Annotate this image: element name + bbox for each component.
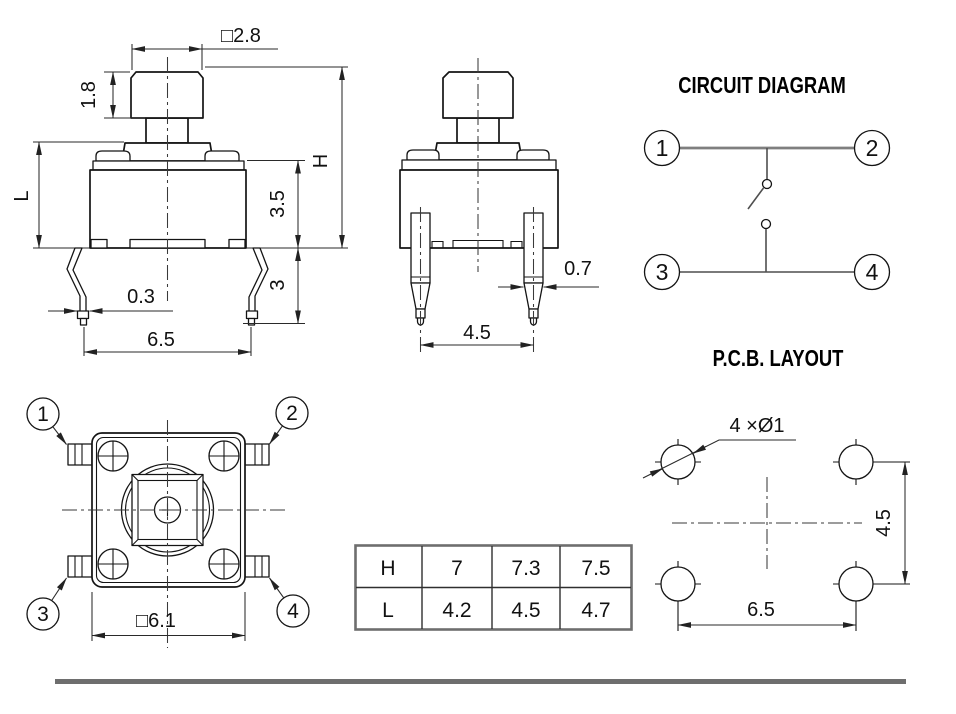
front-right-leg [249,248,268,312]
table-l-v3: 4.7 [581,599,611,622]
table-h-label: H [380,557,396,580]
terminal-2-label: 2 [865,135,879,161]
table-l-v1: 4.2 [442,599,472,622]
dim-label-button-width: □2.8 [221,25,261,47]
dim-front-leg-width [48,286,173,311]
front-left-foot [78,311,89,319]
pcb-hole-bottom-left [661,567,695,601]
callout-3-label: 3 [37,603,49,626]
dim-front-body-height [247,161,305,249]
dim-label-top-body: □6.1 [136,610,176,632]
pcb-holes [655,439,910,631]
size-table [356,546,632,630]
dim-label-button-height: 1.8 [78,81,100,109]
callout-pin-1 [27,398,67,445]
terminal-4-label: 4 [865,259,879,285]
pcb-hole-top-left [661,445,695,479]
terminal-2 [855,131,890,166]
callout-1-label: 1 [37,403,49,426]
table-l-label: L [382,599,394,622]
dim-label-leg-width: 0.3 [127,286,155,308]
side-left-bump [407,150,439,160]
dim-front-leg-span [84,327,251,356]
front-left-leg [67,248,86,312]
table-h-v1: 7 [451,557,463,580]
switch-lever [748,188,764,209]
front-right-foot [247,311,258,319]
dim-label-h: H [310,153,332,169]
circuit-diagram [645,73,890,289]
dim-label-body-height: 3.5 [267,190,289,218]
terminal-3 [645,255,680,290]
circuit-diagram-title: CIRCUIT DIAGRAM [678,73,846,99]
side-rim [402,160,556,170]
front-rim [93,161,244,170]
terminal-4 [855,255,890,290]
pcb-hole-top-right [839,445,873,479]
front-standoff-left [91,240,107,249]
dim-label-leg-length: 3 [267,279,289,291]
dim-label-pcb-horizontal: 6.5 [747,599,775,621]
dim-side-pin-width [498,258,599,287]
terminal-1-label: 1 [655,135,669,161]
terminal-3-label: 3 [655,259,669,285]
side-view [400,58,599,352]
table-l-v2: 4.5 [511,599,541,622]
front-left-bump [96,151,130,161]
front-view [11,25,348,356]
pcb-layout-title: P.C.B. LAYOUT [712,346,844,372]
dim-label-pin-width: 0.7 [564,258,592,280]
pcb-hole-bottom-right [839,567,873,601]
terminal-1 [645,131,680,166]
table-h-v3: 7.5 [581,557,611,580]
dim-top-body-width [92,592,245,641]
callout-pin-2 [270,397,309,444]
dim-pcb-vertical [873,462,905,584]
table-h-v2: 7.3 [511,557,541,580]
dim-side-pin-span [421,322,534,345]
front-right-bump [205,151,239,161]
pcb-holes-label: 4 ×Ø1 [729,415,785,437]
pcb-layout [643,346,910,631]
front-standoff-right [229,240,245,249]
switch-contact-bottom [762,220,771,229]
callout-2-label: 2 [286,402,298,425]
dim-label-l: L [11,190,33,202]
dim-label-pin-span: 4.5 [463,322,491,344]
dim-front-button-width [132,25,278,70]
callout-pin-4 [270,578,310,627]
dim-pcb-horizontal [678,599,856,625]
callout-pin-3 [27,578,67,630]
callout-4-label: 4 [287,600,299,623]
top-view [27,397,309,648]
switch-symbol [748,148,772,272]
switch-contact-top [763,180,772,189]
front-left-tip [81,319,87,326]
side-right-bump [517,150,549,160]
dim-label-leg-span: 6.5 [147,329,175,351]
dim-label-pcb-vertical: 4.5 [873,509,895,537]
footer-divider-bar [55,679,906,684]
